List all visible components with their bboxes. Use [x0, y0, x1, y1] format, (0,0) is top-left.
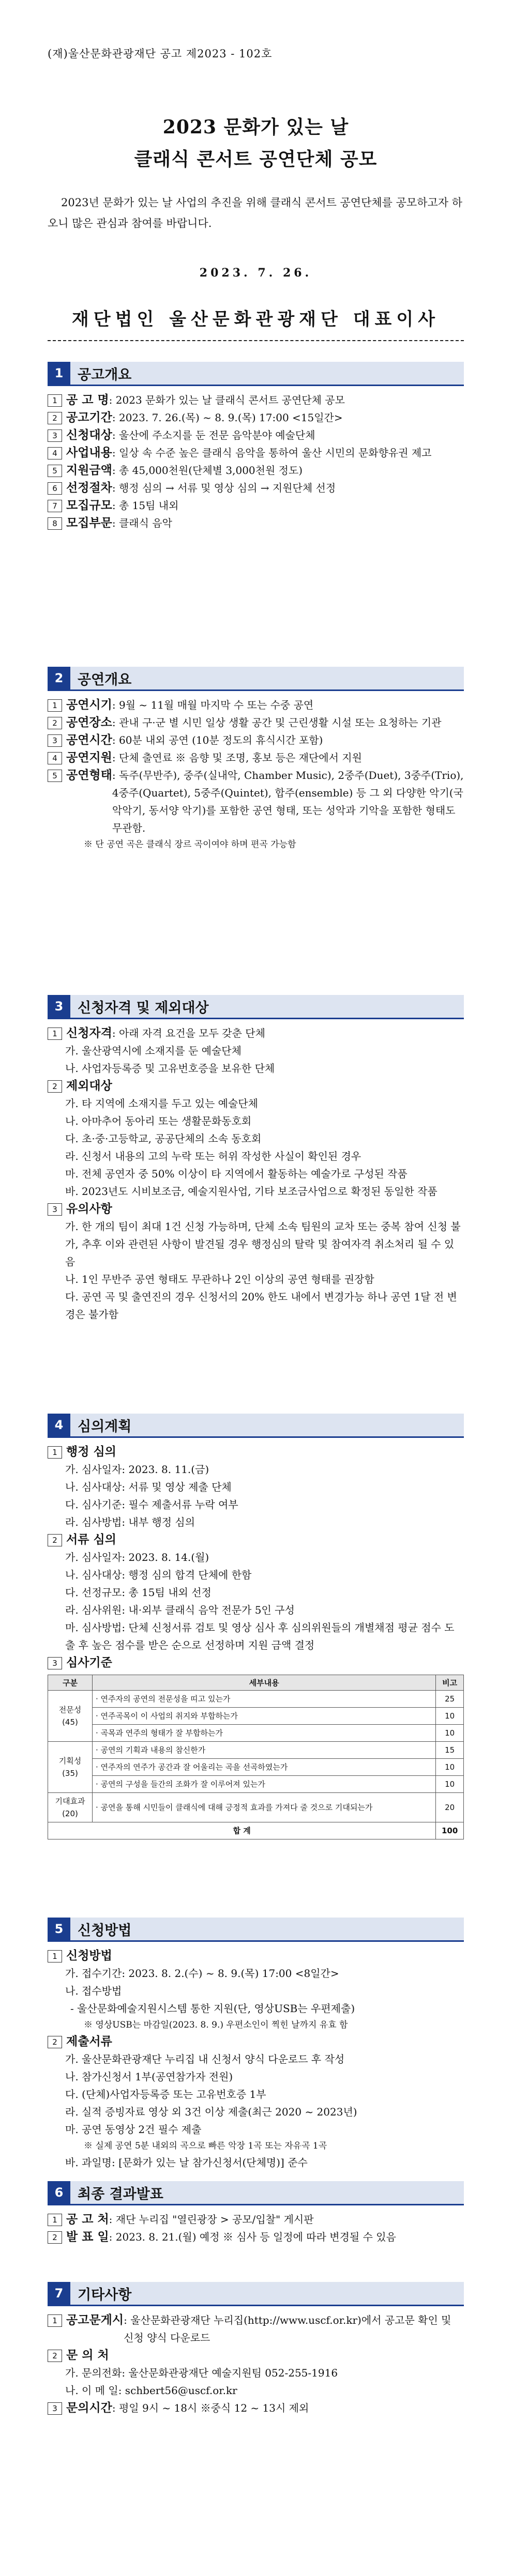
- detail-cell: · 연주곡목이 이 사업의 취지와 부합하는가: [92, 1708, 435, 1725]
- item-value: : 울산문화관광재단 누리집(http://www.uscf.or.kr)에서 공고문 확인 및 신청 양식 다운로드: [124, 2314, 451, 2344]
- section-header: [48, 995, 464, 1019]
- item-value: : 행정 심의 → 서류 및 영상 심의 → 지원단체 선정: [112, 482, 336, 494]
- item-index: 3: [48, 1657, 62, 1669]
- item-value: : 독주(무반주), 중주(실내악, Chamber Music), 2중주(Duet), 3중주(Trio), 4중주(Quartet), 5중주(Quintet), 합주(ensemble) 등 그 외 다양한 악기(국악악기, 동서양 악기)를 포함한 공연 형태, 또는 성악과 기악을 포함한 형태도 무관함.: [112, 769, 464, 834]
- item-value: : 2023. 7. 26.(목) ~ 8. 9.(목) 17:00 <15일간>: [112, 411, 343, 424]
- score-cell: 10: [436, 1776, 464, 1793]
- note-text: ※ 단 공연 곡은 클래식 장르 곡이여야 하며 편곡 가능함: [84, 839, 296, 850]
- score-cell: 20: [436, 1793, 464, 1822]
- section-title: 신청자격 및 제외대상: [70, 995, 464, 1018]
- item-value: : 총 15팀 내외: [112, 499, 179, 512]
- item-label: 행정 심의: [66, 1445, 116, 1459]
- item-value: [109, 2347, 464, 2364]
- item-row: [48, 1531, 464, 1548]
- table-row: [48, 1759, 464, 1776]
- divider: [48, 340, 464, 341]
- item-value: : 단체 출연료 ※ 음향 및 조명, 홍보 등은 재단에서 지원: [112, 752, 362, 764]
- category-cell: 전문성 (45): [48, 1691, 93, 1742]
- item-label: 문 의 처: [66, 2349, 109, 2362]
- section-application: [48, 1918, 464, 2171]
- item-row: [48, 1947, 464, 1965]
- item-row: [48, 391, 464, 409]
- item-index: 2: [48, 1534, 62, 1546]
- item-row: [48, 714, 464, 731]
- item-label: 제외대상: [66, 1079, 112, 1093]
- item-label: 공고기간: [66, 411, 112, 424]
- item-label: 모집부문: [66, 516, 112, 530]
- item-index: 2: [48, 412, 62, 424]
- item-label: 공 고 명: [66, 393, 109, 407]
- item-value: : 재단 누리집 "열린광장 > 공모/입찰" 게시판: [109, 2213, 314, 2226]
- item-row: [48, 1024, 464, 1042]
- total-label: 합 계: [48, 1822, 436, 1839]
- item-label: 신청방법: [66, 1949, 112, 1962]
- list-subitem: - 울산문화예술지원시스템 통한 지원(단, 영상USB는 우편제출): [70, 2002, 355, 2015]
- item-value: : 2023 문화가 있는 날 클래식 콘서트 공연단체 공모: [109, 394, 345, 406]
- signature: 재단법인 울산문화관광재단 대표이사: [71, 309, 440, 330]
- list-item: 나. 이 메 일: schbert56@uscf.or.kr: [65, 2384, 237, 2397]
- item-index: 2: [48, 2350, 62, 2362]
- list-item: 나. 1인 무반주 공연 형태도 무관하나 2인 이상의 공연 형태를 권장함: [65, 1273, 374, 1285]
- table-header-cell: 구분: [48, 1675, 93, 1691]
- item-index: 2: [48, 2036, 62, 2048]
- table-row: [48, 1708, 464, 1725]
- list-item: 가. 접수기간: 2023. 8. 2.(수) ~ 8. 9.(목) 17:00 <8일간>: [65, 1967, 339, 1980]
- item-value: [112, 1654, 464, 1672]
- table-row: [48, 1776, 464, 1793]
- category-cell: 기획성 (35): [48, 1742, 93, 1793]
- list-item: 라. 실적 증빙자료 영상 외 3건 이상 제출(최근 2020 ~ 2023년): [65, 2106, 357, 2118]
- item-label: 유의사항: [66, 1202, 112, 1216]
- item-value: [112, 1077, 464, 1095]
- item-label: 지원금액: [66, 464, 112, 477]
- score-cell: 25: [436, 1691, 464, 1708]
- item-label: 제출서류: [66, 2035, 112, 2048]
- item-label: 공연형태: [66, 769, 112, 782]
- detail-cell: · 공연을 통해 시민들이 클래식에 대해 긍정적 효과를 가져다 줄 것으로 기대되는가: [92, 1793, 435, 1822]
- item-value: [116, 1531, 464, 1548]
- item-row: [48, 426, 464, 444]
- title-block: [48, 111, 464, 175]
- item-index: 1: [48, 1446, 62, 1459]
- item-value: : 울산에 주소지를 둔 전문 음악분야 예술단체: [112, 429, 315, 441]
- item-value: : 클래식 음악: [112, 517, 172, 529]
- list-item: 마. 공연 동영상 2건 필수 제출: [65, 2123, 202, 2136]
- item-index: 3: [48, 1203, 62, 1216]
- item-label: 공고문게시: [66, 2313, 124, 2327]
- item-value: : 2023. 8. 21.(월) 예정 ※ 심사 등 일정에 따라 변경될 수 있음: [109, 2231, 396, 2243]
- review-criteria-table: [48, 1675, 464, 1839]
- section-title: 공연개요: [70, 667, 464, 689]
- item-index: 1: [48, 1950, 62, 1962]
- detail-cell: · 공연의 기획과 내용의 참신한가: [92, 1742, 435, 1759]
- item-label: 공 고 처: [66, 2213, 109, 2226]
- item-index: 5: [48, 465, 62, 477]
- title-line-2: 클래식 콘서트 공연단체 공모: [134, 148, 378, 170]
- section-header: [48, 1414, 464, 1438]
- item-index: 1: [48, 2314, 62, 2327]
- item-row: [48, 1443, 464, 1461]
- section-number: 5: [48, 1918, 70, 1940]
- list-item: 다. 초·중·고등학교, 공공단체의 소속 동호회: [65, 1132, 262, 1145]
- item-value: : 일상 속 수준 높은 클래식 음악을 통하여 울산 시민의 문화향유권 제고: [112, 447, 432, 459]
- item-label: 선정절차: [66, 481, 112, 495]
- section-misc: [48, 2282, 464, 2417]
- list-item: 나. 심사대상: 서류 및 영상 제출 단체: [65, 1481, 232, 1493]
- table-row: [48, 1691, 464, 1708]
- item-row: [48, 409, 464, 426]
- score-cell: 10: [436, 1708, 464, 1725]
- item-label: 공연시간: [66, 733, 112, 747]
- list-item: 다. 심사기준: 필수 제출서류 누락 여부: [65, 1498, 238, 1511]
- total-score: 100: [436, 1822, 464, 1839]
- list-item: 나. 아마추어 동아리 또는 생활문화동호회: [65, 1115, 252, 1127]
- item-row: [48, 696, 464, 714]
- section-eligibility: [48, 995, 464, 1323]
- item-label: 공연지원: [66, 751, 112, 764]
- list-item: 가. 울산문화관광재단 누리집 내 신청서 양식 다운로드 후 작성: [65, 2053, 345, 2065]
- note-text: ※ 실제 공연 5분 내외의 곡으로 빠른 악장 1곡 또는 자유곡 1곡: [84, 2141, 327, 2151]
- list-item: 가. 심사일자: 2023. 8. 11.(금): [65, 1463, 209, 1476]
- item-index: 2: [48, 2231, 62, 2244]
- item-row: [48, 462, 464, 479]
- section-result: [48, 2181, 464, 2246]
- item-value: : 총 45,000천원(단체별 3,000천원 정도): [112, 464, 303, 477]
- item-index: 4: [48, 752, 62, 764]
- item-label: 문의시간: [66, 2401, 112, 2415]
- item-label: 발 표 일: [66, 2230, 109, 2244]
- section-header: [48, 2282, 464, 2306]
- item-label: 모집규모: [66, 499, 112, 512]
- item-row: [48, 497, 464, 514]
- detail-cell: · 연주자의 공연의 전문성을 띠고 있는가: [92, 1691, 435, 1708]
- detail-cell: · 곡목과 연주의 형태가 잘 부합하는가: [92, 1725, 435, 1742]
- list-item: 바. 과일명: [문화가 있는 날 참가신청서(단체명)] 준수: [65, 2156, 308, 2169]
- item-row: [48, 479, 464, 497]
- section-review-plan: [48, 1414, 464, 1839]
- notice-number: (재)울산문화관광재단 공고 제2023 - 102호: [48, 48, 273, 60]
- item-label: 신청자격: [66, 1026, 112, 1040]
- detail-cell: · 공연의 구성을 들간의 조화가 잘 이루어져 있는가: [92, 1776, 435, 1793]
- title-line-1: 2023 문화가 있는 날: [162, 116, 349, 138]
- item-value: [112, 1200, 464, 1218]
- item-row: [48, 514, 464, 532]
- item-label: 신청대상: [66, 428, 112, 442]
- item-row: [48, 2347, 464, 2364]
- section-number: 4: [48, 1414, 70, 1436]
- list-item: 다. 공연 곡 및 출연진의 경우 신청서의 20% 한도 내에서 변경가능 하나 공연 1달 전 변경은 불가함: [65, 1291, 457, 1321]
- section-title: 공고개요: [70, 362, 464, 385]
- list-item: 바. 2023년도 시비보조금, 예술지원사업, 기타 보조금사업으로 확정된 동일한 작품: [65, 1185, 437, 1198]
- item-index: 1: [48, 2214, 62, 2226]
- list-item: 마. 전체 공연자 중 50% 이상이 타 지역에서 활동하는 예술가로 구성된 작품: [65, 1168, 408, 1180]
- section-overview: [48, 362, 464, 532]
- list-item: 라. 심사위원: 내·외부 클래식 음악 전문가 5인 구성: [65, 1604, 295, 1616]
- score-cell: 10: [436, 1725, 464, 1742]
- item-label: 공연장소: [66, 716, 112, 729]
- item-row: [48, 749, 464, 766]
- list-item: 가. 한 개의 팀이 최대 1건 신청 가능하며, 단체 소속 팀원의 교차 또는 중복 참여 신청 불가, 추후 이와 관련된 사항이 발견될 경우 행정심의 탈락 및 참여자격 취소처리 될 수 있음: [65, 1220, 461, 1268]
- section-header: [48, 2181, 464, 2205]
- item-index: 3: [48, 734, 62, 747]
- item-value: : 관내 구·군 별 시민 일상 생활 공간 및 근린생활 시설 또는 요청하는 기관: [112, 716, 442, 729]
- item-row: [48, 731, 464, 749]
- item-row: [48, 2399, 464, 2417]
- table-row: [48, 1725, 464, 1742]
- section-number: 7: [48, 2282, 70, 2305]
- item-row: [48, 1077, 464, 1095]
- list-item: 마. 심사방법: 단체 신청서류 검토 및 영상 심사 후 심의위원들의 개별채점 평균 점수 도출 후 높은 점수를 받은 순으로 선정하며 지원 금액 결정: [65, 1621, 455, 1651]
- list-item: 라. 신청서 내용의 고의 누락 또는 허위 작성한 사실이 확인된 경우: [65, 1150, 361, 1162]
- list-item: 나. 참가신청서 1부(공연참가자 전원): [65, 2071, 233, 2083]
- list-item: 가. 심사일자: 2023. 8. 14.(월): [65, 1551, 209, 1563]
- item-row: [48, 1200, 464, 1218]
- list-item: 나. 사업자등록증 및 고유번호증을 보유한 단체: [65, 1062, 275, 1075]
- item-index: 7: [48, 500, 62, 512]
- item-value: [116, 1443, 464, 1461]
- list-item: 가. 울산광역시에 소재지를 둔 예술단체: [65, 1045, 242, 1057]
- intro-text: 2023년 문화가 있는 날 사업의 추진을 위해 클래식 콘서트 공연단체를 공모하고자 하오니 많은 관심과 참여를 바랍니다.: [48, 196, 463, 229]
- item-row: [48, 766, 464, 837]
- score-cell: 15: [436, 1742, 464, 1759]
- section-number: 1: [48, 362, 70, 385]
- item-index: 1: [48, 699, 62, 712]
- section-number: 3: [48, 995, 70, 1018]
- item-index: 2: [48, 1080, 62, 1093]
- item-index: 8: [48, 517, 62, 530]
- list-item: 나. 접수방법: [65, 1985, 122, 1997]
- section-header: [48, 667, 464, 691]
- section-title: 최종 결과발표: [70, 2181, 464, 2204]
- item-value: [112, 1947, 464, 1965]
- item-value: : 9월 ~ 11월 매월 마지막 수 또는 수중 공연: [112, 699, 314, 711]
- item-index: 2: [48, 717, 62, 729]
- item-index: 3: [48, 2402, 62, 2415]
- table-header-cell: 비고: [436, 1675, 464, 1691]
- category-cell: 기대효과 (20): [48, 1793, 93, 1822]
- section-title: 기타사항: [70, 2282, 464, 2305]
- item-value: : 60분 내외 공연 (10분 정도의 휴식시간 포함): [112, 734, 323, 746]
- section-performance: [48, 667, 464, 852]
- item-index: 5: [48, 770, 62, 782]
- item-index: 6: [48, 482, 62, 495]
- list-item: 다. 선정규모: 총 15팀 내외 선정: [65, 1586, 212, 1599]
- item-label: 심사기준: [66, 1656, 112, 1669]
- list-item: 다. (단체)사업자등록증 또는 고유번호증 1부: [65, 2088, 266, 2100]
- section-title: 심의계획: [70, 1414, 464, 1436]
- note-text: ※ 영상USB는 마감일(2023. 8. 9.) 우편소인이 찍힌 날까지 유효 함: [84, 2020, 348, 2030]
- total-row: [48, 1822, 464, 1839]
- section-header: [48, 362, 464, 386]
- table-header-row: [48, 1675, 464, 1691]
- section-number: 2: [48, 667, 70, 689]
- item-row: [48, 2211, 464, 2228]
- table-row: [48, 1793, 464, 1822]
- item-index: 3: [48, 430, 62, 442]
- score-cell: 10: [436, 1759, 464, 1776]
- detail-cell: · 연주자의 연주가 공간과 잘 어울리는 곡을 선곡하였는가: [92, 1759, 435, 1776]
- list-item: 나. 심사대상: 행정 심의 합격 단체에 한함: [65, 1569, 252, 1581]
- section-header: [48, 1918, 464, 1942]
- table-header-cell: 세부내용: [92, 1675, 435, 1691]
- item-row: [48, 2228, 464, 2246]
- section-number: 6: [48, 2181, 70, 2204]
- list-item: 가. 타 지역에 소재지를 두고 있는 예술단체: [65, 1097, 258, 1110]
- notice-date: 2023. 7. 26.: [199, 266, 312, 280]
- list-item: 가. 문의전화: 울산문화관광재단 예술지원팀 052-255-1916: [65, 2367, 338, 2379]
- item-label: 서류 심의: [66, 1533, 116, 1546]
- item-index: 1: [48, 394, 62, 407]
- item-index: 1: [48, 1028, 62, 1040]
- item-value: [112, 2033, 464, 2050]
- item-row: [48, 2311, 464, 2347]
- section-title: 신청방법: [70, 1918, 464, 1940]
- item-row: [48, 444, 464, 462]
- list-item: 라. 심사방법: 내부 행정 심의: [65, 1516, 195, 1528]
- item-row: [48, 1654, 464, 1672]
- item-row: [48, 2033, 464, 2050]
- item-value: : 평일 9시 ~ 18시 ※중식 12 ~ 13시 제외: [112, 2402, 309, 2414]
- item-value: : 아래 자격 요건을 모두 갖춘 단체: [112, 1027, 265, 1039]
- item-index: 4: [48, 447, 62, 459]
- item-label: 사업내용: [66, 446, 112, 459]
- item-label: 공연시기: [66, 698, 112, 712]
- table-row: [48, 1742, 464, 1759]
